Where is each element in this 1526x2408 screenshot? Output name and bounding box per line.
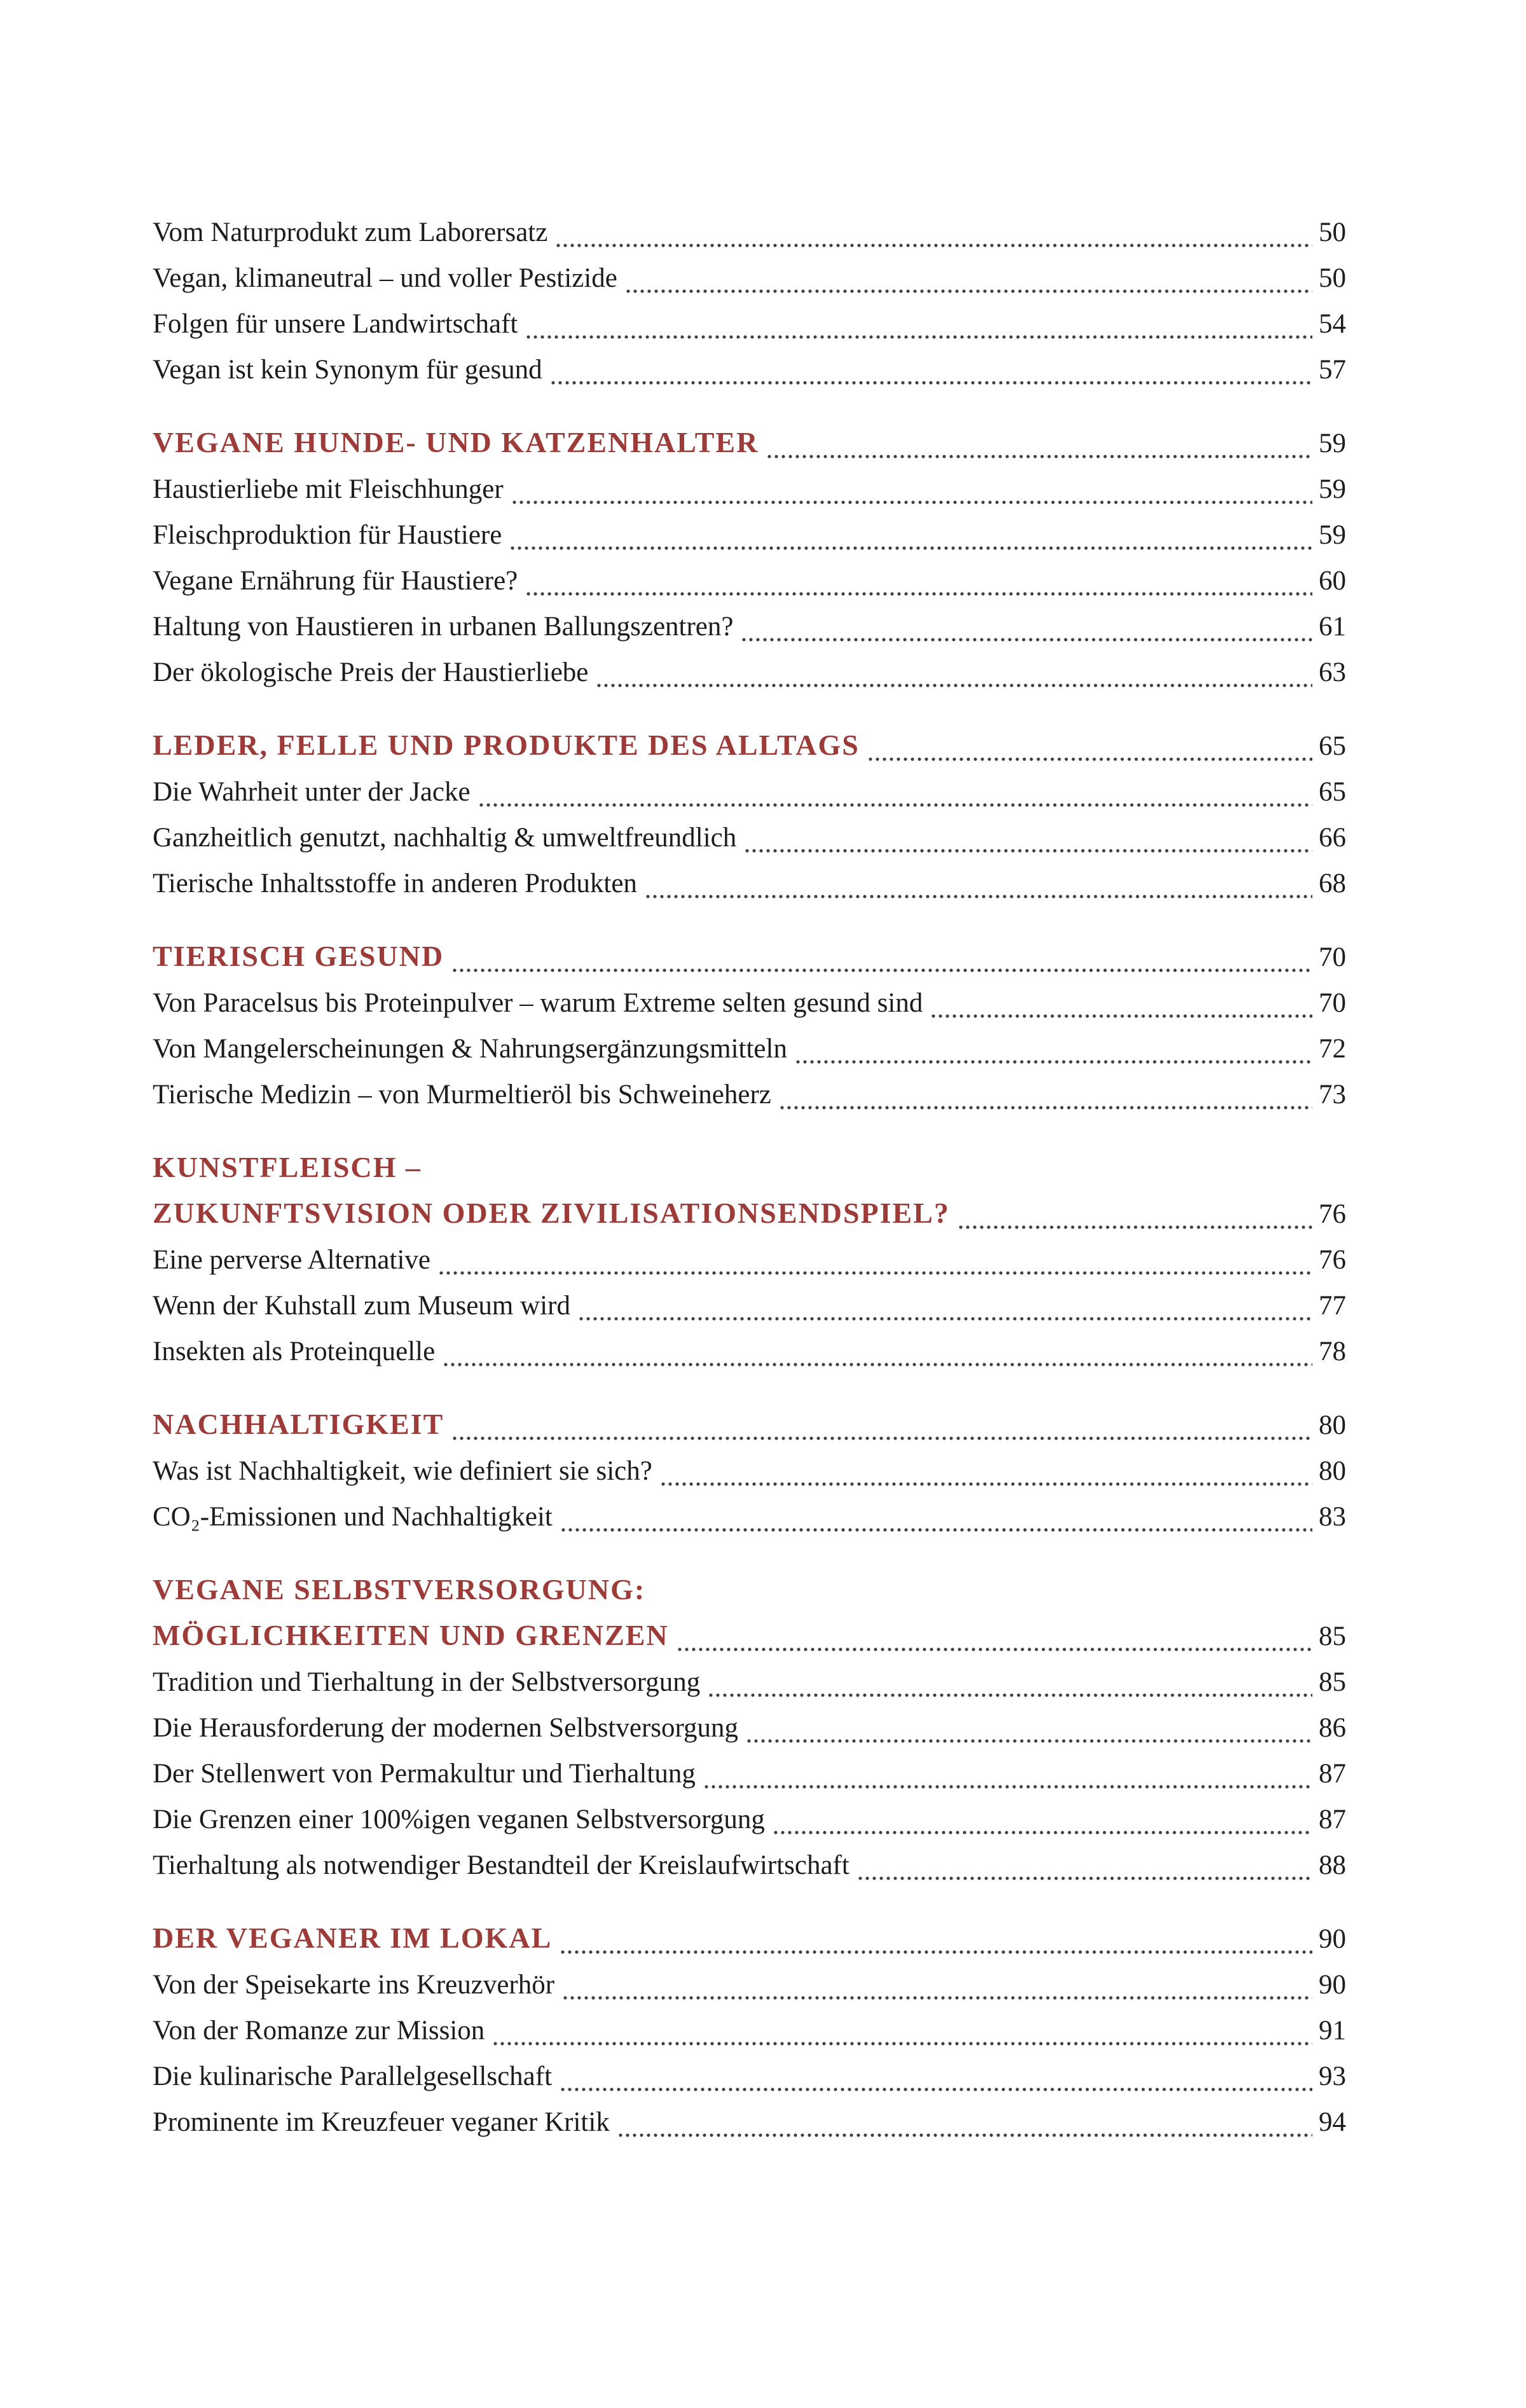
toc-row (153, 1705, 1346, 1751)
toc-row (153, 1751, 1346, 1797)
toc-entry-title: Die Grenzen einer 100%igen veganen Selbstversorgung (153, 1805, 765, 1834)
dotted-leader (511, 546, 1312, 550)
toc-entry-title: Fleischproduktion für Haustiere (153, 520, 502, 550)
dotted-leader (453, 968, 1312, 972)
toc-entry-page: 60 (1319, 566, 1346, 596)
toc-entry-title: Der Stellenwert von Permakultur und Tierhaltung (153, 1759, 696, 1789)
toc-row (153, 1026, 1346, 1072)
dotted-leader (556, 244, 1312, 247)
dotted-leader (747, 1739, 1312, 1743)
dotted-leader (493, 2042, 1312, 2046)
toc-row (153, 2008, 1346, 2054)
dotted-leader (561, 2088, 1312, 2091)
dotted-leader (479, 803, 1312, 807)
toc-entry-title: Wenn der Kuhstall zum Museum wird (153, 1291, 570, 1321)
toc-heading-title: VEGANE HUNDE- UND KATZENHALTER (153, 426, 759, 458)
toc-heading-row (153, 420, 1346, 467)
toc-heading-title: ZUKUNFTSVISION ODER ZIVILISATIONSENDSPIEL? (153, 1197, 950, 1229)
toc-row (153, 1494, 1346, 1540)
toc-row (153, 1237, 1346, 1283)
toc-entry-title: Die Wahrheit unter der Jacke (153, 777, 471, 807)
toc-entry-title: Die Herausforderung der modernen Selbstversorgung (153, 1713, 739, 1743)
toc-entry-title: Von Mangelerscheinungen & Nahrungsergänzungsmitteln (153, 1034, 787, 1064)
toc-entry-page: 59 (1319, 474, 1346, 504)
toc-entry-page: 61 (1319, 612, 1346, 642)
toc-heading-title: DER VEGANER IM LOKAL (153, 1922, 553, 1954)
dotted-leader (646, 895, 1312, 898)
dotted-leader (661, 1482, 1312, 1486)
toc-heading-row (153, 1190, 1346, 1237)
toc-row (153, 1962, 1346, 2008)
toc-row (153, 301, 1346, 347)
dotted-leader (767, 455, 1312, 458)
toc-row (153, 1660, 1346, 1705)
dotted-leader (561, 1528, 1312, 1532)
toc-entry-title: Tierische Medizin – von Murmeltieröl bis Schweineherz (153, 1080, 771, 1110)
toc-heading-page: 76 (1319, 1199, 1346, 1229)
toc-entry-page: 88 (1319, 1850, 1346, 1880)
dotted-leader (678, 1648, 1312, 1651)
dotted-leader (869, 757, 1312, 761)
dotted-leader (709, 1693, 1312, 1697)
toc-entry-title: Ganzheitlich genutzt, nachhaltig & umweltfreundlich (153, 823, 737, 853)
toc-entry-title: Insekten als Proteinquelle (153, 1337, 436, 1366)
toc-row (153, 1843, 1346, 1889)
toc-heading-page: 90 (1319, 1924, 1346, 1954)
toc-heading-title: MÖGLICHKEITEN UND GRENZEN (153, 1619, 669, 1651)
toc-entry-title: CO₂-Emissionen und Nachhaltigkeit (153, 1502, 553, 1532)
toc-entry-page: 78 (1319, 1337, 1346, 1366)
toc-entry-title: Vegan ist kein Synonym für gesund (153, 355, 542, 385)
toc-heading-row (153, 1915, 1346, 1962)
toc-list (153, 210, 1346, 2145)
dotted-leader (563, 1996, 1312, 2000)
toc-entry-page: 70 (1319, 988, 1346, 1018)
toc-row (153, 815, 1346, 861)
dotted-leader (931, 1014, 1312, 1018)
toc-entry-page: 93 (1319, 2061, 1346, 2091)
toc-row (153, 347, 1346, 393)
toc-entry-page: 65 (1319, 777, 1346, 807)
toc-entry-page: 54 (1319, 309, 1346, 339)
dotted-leader (526, 335, 1312, 339)
dotted-leader (780, 1106, 1312, 1110)
toc-heading-row (153, 933, 1346, 980)
toc-row (153, 513, 1346, 558)
dotted-leader (444, 1363, 1312, 1366)
toc-heading-page: 70 (1319, 942, 1346, 972)
dotted-leader (551, 381, 1312, 385)
dotted-leader (561, 1950, 1312, 1954)
toc-row (153, 2054, 1346, 2100)
toc-entry-page: 50 (1319, 217, 1346, 247)
toc-heading-row (153, 1401, 1346, 1448)
toc-entry-title: Der ökologische Preis der Haustierliebe (153, 657, 589, 687)
toc-row (153, 210, 1346, 256)
toc-entry-page: 87 (1319, 1759, 1346, 1789)
toc-row (153, 980, 1346, 1026)
toc-entry-title: Haustierliebe mit Fleischhunger (153, 474, 504, 504)
toc-row (153, 1283, 1346, 1329)
toc-entry-title: Von der Romanze zur Mission (153, 2016, 485, 2046)
toc-heading-title: KUNSTFLEISCH – (153, 1151, 422, 1183)
dotted-leader (858, 1876, 1312, 1880)
dotted-leader (745, 849, 1312, 853)
toc-heading-page: 59 (1319, 429, 1346, 458)
toc-heading-page: 85 (1319, 1621, 1346, 1651)
toc-entry-title: Vom Naturprodukt zum Laborersatz (153, 217, 548, 247)
toc-entry-page: 73 (1319, 1080, 1346, 1110)
toc-heading-title: VEGANE SELBSTVERSORGUNG: (153, 1573, 646, 1606)
toc-heading-title: TIERISCH GESUND (153, 940, 444, 972)
toc-heading-title: LEDER, FELLE UND PRODUKTE DES ALLTAGS (153, 729, 860, 761)
toc-entry-title: Tierische Inhaltsstoffe in anderen Produkten (153, 869, 637, 898)
toc-heading-page: 80 (1319, 1410, 1346, 1440)
toc-entry-page: 50 (1319, 263, 1346, 293)
dotted-leader (959, 1225, 1312, 1229)
toc-entry-page: 76 (1319, 1245, 1346, 1275)
dotted-leader (439, 1271, 1312, 1275)
toc-entry-title: Haltung von Haustieren in urbanen Ballungszentren? (153, 612, 734, 642)
toc-row (153, 604, 1346, 650)
toc-heading-first-line (153, 1567, 1346, 1613)
toc-row (153, 256, 1346, 301)
toc-entry-title: Die kulinarische Parallelgesellschaft (153, 2061, 553, 2091)
toc-entry-page: 63 (1319, 657, 1346, 687)
dotted-leader (742, 638, 1312, 642)
toc-entry-page: 80 (1319, 1456, 1346, 1486)
dotted-leader (526, 592, 1312, 596)
toc-row (153, 861, 1346, 907)
toc-heading-title: NACHHALTIGKEIT (153, 1408, 444, 1440)
dotted-leader (579, 1317, 1312, 1321)
dotted-leader (705, 1785, 1312, 1789)
toc-entry-title: Was ist Nachhaltigkeit, wie definiert sie sich? (153, 1456, 652, 1486)
toc-entry-title: Folgen für unsere Landwirtschaft (153, 309, 518, 339)
toc-heading-row (153, 722, 1346, 769)
toc-entry-title: Von Paracelsus bis Proteinpulver – warum Extreme selten gesund sind (153, 988, 923, 1018)
toc-row (153, 769, 1346, 815)
toc-entry-page: 94 (1319, 2107, 1346, 2137)
dotted-leader (453, 1436, 1312, 1440)
toc-heading-row (153, 1613, 1346, 1660)
toc-entry-title: Vegan, klimaneutral – und voller Pestizide (153, 263, 617, 293)
dotted-leader (626, 289, 1312, 293)
dotted-leader (796, 1060, 1312, 1064)
toc-row (153, 1448, 1346, 1494)
toc-entry-page: 85 (1319, 1667, 1346, 1697)
toc-entry-page: 59 (1319, 520, 1346, 550)
toc-entry-page: 57 (1319, 355, 1346, 385)
toc-heading-page: 65 (1319, 731, 1346, 761)
toc-entry-page: 66 (1319, 823, 1346, 853)
toc-entry-page: 90 (1319, 1970, 1346, 2000)
toc-row (153, 2100, 1346, 2145)
dotted-leader (512, 500, 1312, 504)
toc-entry-title: Vegane Ernährung für Haustiere? (153, 566, 518, 596)
toc-entry-page: 86 (1319, 1713, 1346, 1743)
toc-entry-title: Tradition und Tierhaltung in der Selbstversorgung (153, 1667, 701, 1697)
toc-entry-title: Tierhaltung als notwendiger Bestandteil der Kreislaufwirtschaft (153, 1850, 849, 1880)
toc-row (153, 558, 1346, 604)
toc-entry-page: 87 (1319, 1805, 1346, 1834)
toc-entry-title: Prominente im Kreuzfeuer veganer Kritik (153, 2107, 610, 2137)
toc-row (153, 650, 1346, 696)
dotted-leader (774, 1831, 1312, 1834)
toc-entry-page: 77 (1319, 1291, 1346, 1321)
dotted-leader (619, 2133, 1312, 2137)
toc-entry-title: Eine perverse Alternative (153, 1245, 430, 1275)
toc-entry-page: 72 (1319, 1034, 1346, 1064)
toc-row (153, 1329, 1346, 1375)
toc-row (153, 1797, 1346, 1843)
toc-entry-title: Von der Speisekarte ins Kreuzverhör (153, 1970, 555, 2000)
toc-entry-page: 91 (1319, 2016, 1346, 2046)
toc-row (153, 467, 1346, 513)
toc-entry-page: 83 (1319, 1502, 1346, 1532)
toc-row (153, 1072, 1346, 1118)
toc-entry-page: 68 (1319, 869, 1346, 898)
toc-heading-first-line (153, 1145, 1346, 1190)
dotted-leader (597, 684, 1312, 687)
